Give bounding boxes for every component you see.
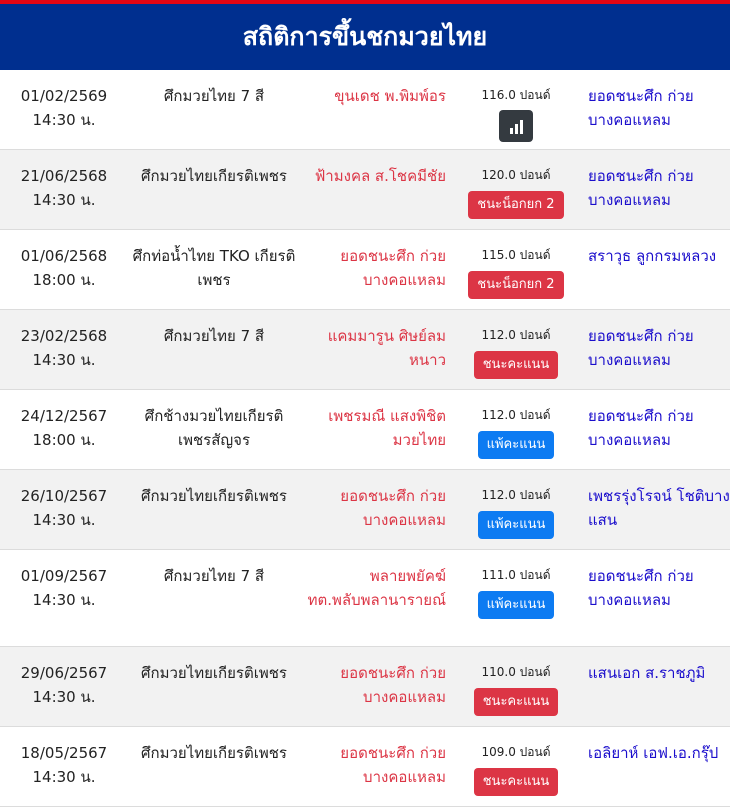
- fight-weight: 109.0 ปอนด์: [481, 745, 551, 759]
- fight-weight: 110.0 ปอนด์: [481, 665, 551, 679]
- red-corner-fighter[interactable]: ยอดชนะศึก ก่วยบางคอแหลม: [340, 487, 446, 529]
- fight-weight: 116.0 ปอนด์: [481, 88, 551, 102]
- fight-date-cell: [0, 470, 128, 549]
- result-badge: ชนะน็อกยก 2: [468, 191, 563, 219]
- fight-date-cell: [0, 310, 128, 389]
- blue-corner-fighter[interactable]: ยอดชนะศึก ก่วยบางคอแหลม: [588, 567, 694, 609]
- fight-date: 26/10/2567: [20, 487, 108, 505]
- fight-row: [0, 550, 730, 647]
- red-corner-fighter[interactable]: ยอดชนะศึก ก่วยบางคอแหลม: [340, 664, 446, 706]
- fight-time: 14:30 น.: [32, 111, 96, 129]
- red-corner-fighter[interactable]: ยอดชนะศึก ก่วยบางคอแหลม: [340, 744, 446, 786]
- fight-date: 23/02/2568: [20, 327, 108, 345]
- fight-date-cell: [0, 727, 128, 806]
- fight-time: 18:00 น.: [32, 431, 96, 449]
- fight-weight: 112.0 ปอนด์: [481, 488, 551, 502]
- blue-corner-fighter[interactable]: ยอดชนะศึก ก่วยบางคอแหลม: [588, 327, 694, 369]
- event-name: ศึกท่อน้ำไทย TKO เกียรติเพชร: [132, 247, 296, 289]
- event-name: ศึกมวยไทย 7 สี: [163, 567, 265, 585]
- fight-date: 21/06/2568: [20, 167, 108, 185]
- fight-date-cell: [0, 230, 128, 309]
- fight-result-cell: [450, 647, 582, 726]
- fight-date: 24/12/2567: [20, 407, 108, 425]
- fight-weight: 115.0 ปอนด์: [481, 248, 551, 262]
- event-name: ศึกมวยไทย 7 สี: [163, 87, 265, 105]
- fight-row: [0, 647, 730, 727]
- fight-time: 14:30 น.: [32, 191, 96, 209]
- fight-row: [0, 150, 730, 230]
- result-badge: ชนะคะแนน: [474, 768, 559, 796]
- bar-chart-icon-bar: [520, 120, 523, 134]
- result-badge: แพ้คะแนน: [478, 511, 555, 539]
- fight-date: 18/05/2567: [20, 744, 108, 762]
- fight-result-cell: [450, 70, 582, 149]
- fight-date-cell: [0, 550, 128, 646]
- event-name: ศึกช้างมวยไทยเกียรติเพชรสัญจร: [144, 407, 284, 449]
- fight-row: [0, 470, 730, 550]
- bar-chart-icon-bar: [515, 124, 518, 134]
- blue-corner-fighter[interactable]: ยอดชนะศึก ก่วยบางคอแหลม: [588, 167, 694, 209]
- fight-date: 01/02/2569: [20, 87, 108, 105]
- page-header: [0, 4, 730, 70]
- fight-result-cell: [450, 230, 582, 309]
- fight-date: 01/09/2567: [20, 567, 108, 585]
- page-title: สถิติการขึ้นชกมวยไทย: [242, 22, 488, 51]
- red-corner-fighter[interactable]: เพชรมณี แสงพิชิตมวยไทย: [328, 407, 446, 449]
- fight-time: 18:00 น.: [32, 271, 96, 289]
- fight-date-cell: [0, 150, 128, 229]
- fight-result-cell: [450, 150, 582, 229]
- event-name: ศึกมวยไทยเกียรติเพชร: [141, 664, 287, 682]
- result-badge: แพ้คะแนน: [478, 431, 555, 459]
- red-corner-fighter[interactable]: ฟ้ามงคล ส.โชคมีชัย: [314, 167, 446, 185]
- fight-result-cell: [450, 310, 582, 389]
- fight-row: [0, 390, 730, 470]
- fight-row: [0, 70, 730, 150]
- fight-time: 14:30 น.: [32, 768, 96, 786]
- fight-time: 14:30 น.: [32, 688, 96, 706]
- fight-row: [0, 310, 730, 390]
- fight-weight: 112.0 ปอนด์: [481, 408, 551, 422]
- fight-date-cell: [0, 647, 128, 726]
- event-name: ศึกมวยไทยเกียรติเพชร: [141, 167, 287, 185]
- fight-weight: 120.0 ปอนด์: [481, 168, 551, 182]
- red-corner-fighter[interactable]: ขุนเดช พ.พิมพ์อร: [334, 87, 446, 105]
- blue-corner-fighter[interactable]: เอลิยาห์ เอฟ.เอ.กรุ๊ป: [588, 744, 719, 762]
- red-corner-fighter[interactable]: พลายพยัคฆ์ ทต.พลับพลานารายณ์: [307, 567, 446, 609]
- blue-corner-fighter[interactable]: เพชรรุ่งโรจน์ โชติบางแสน: [588, 487, 730, 529]
- event-name: ศึกมวยไทยเกียรติเพชร: [141, 744, 287, 762]
- blue-corner-fighter[interactable]: ยอดชนะศึก ก่วยบางคอแหลม: [588, 407, 694, 449]
- fight-row: [0, 727, 730, 807]
- blue-corner-fighter[interactable]: สราวุธ ลูกกรมหลวง: [588, 247, 717, 265]
- result-badge: ชนะคะแนน: [474, 688, 559, 716]
- fight-time: 14:30 น.: [32, 351, 96, 369]
- fight-result-cell: [450, 727, 582, 806]
- blue-corner-fighter[interactable]: แสนเอก ส.ราชภูมิ: [588, 664, 706, 682]
- result-badge: ชนะคะแนน: [474, 351, 559, 379]
- red-corner-fighter[interactable]: ยอดชนะศึก ก่วยบางคอแหลม: [340, 247, 446, 289]
- fight-row: [0, 230, 730, 310]
- red-corner-fighter[interactable]: แคมมารูน ศิษย์ลมหนาว: [327, 327, 446, 369]
- bar-chart-icon[interactable]: [499, 110, 533, 142]
- result-badge: ชนะน็อกยก 2: [468, 271, 563, 299]
- fight-date-cell: [0, 70, 128, 149]
- fight-time: 14:30 น.: [32, 591, 96, 609]
- bar-chart-icon-bar: [510, 128, 513, 134]
- fight-weight: 112.0 ปอนด์: [481, 328, 551, 342]
- fight-result-cell: [450, 550, 582, 646]
- result-badge: แพ้คะแนน: [478, 591, 555, 619]
- fight-list: [0, 70, 730, 807]
- fight-weight: 111.0 ปอนด์: [481, 568, 551, 582]
- fight-time: 14:30 น.: [32, 511, 96, 529]
- event-name: ศึกมวยไทย 7 สี: [163, 327, 265, 345]
- blue-corner-fighter[interactable]: ยอดชนะศึก ก่วยบางคอแหลม: [588, 87, 694, 129]
- event-name: ศึกมวยไทยเกียรติเพชร: [141, 487, 287, 505]
- fight-result-cell: [450, 470, 582, 549]
- fight-date-cell: [0, 390, 128, 469]
- fight-date: 01/06/2568: [20, 247, 108, 265]
- fight-date: 29/06/2567: [20, 664, 108, 682]
- fight-result-cell: [450, 390, 582, 469]
